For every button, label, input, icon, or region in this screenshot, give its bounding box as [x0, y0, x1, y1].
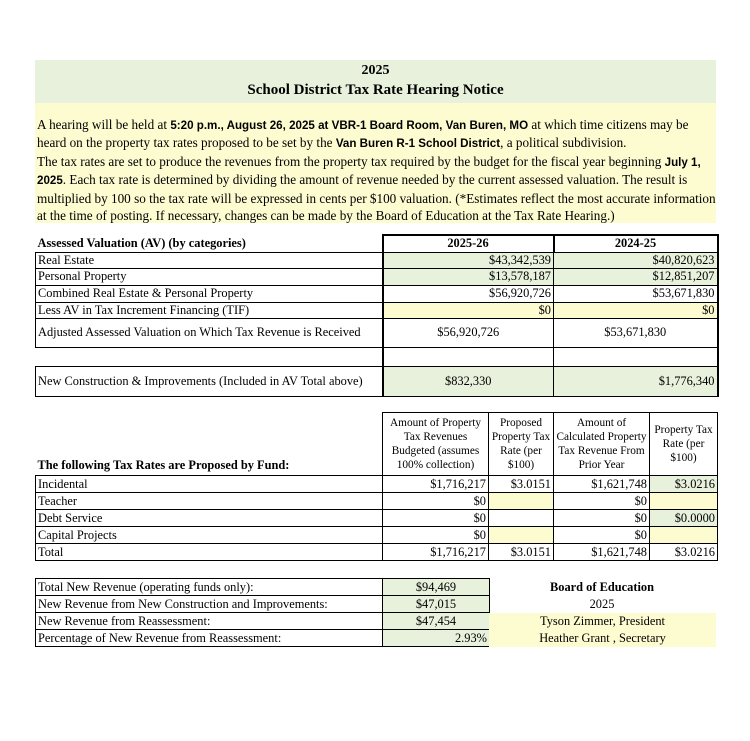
- board-title: Board of Education: [550, 580, 654, 594]
- table-row: Teacher $0 $0: [36, 493, 718, 510]
- board-president: Tyson Zimmer, President: [489, 613, 716, 630]
- table-row: Percentage of New Revenue from Reassessment: 2.93%: [36, 630, 490, 647]
- table-row: Combined Real Estate & Personal Property $56,920,726 $53,671,830: [36, 285, 718, 302]
- notice-title: School District Tax Rate Hearing Notice: [247, 82, 504, 98]
- av-heading: Assessed Valuation (AV) (by categories): [36, 235, 383, 252]
- board-secretary: Heather Grant , Secretary: [489, 630, 716, 647]
- table-row: Adjusted Assessed Valuation on Which Tax Revenue is Received $56,920,726 $53,671,830: [36, 318, 718, 347]
- table-row: Real Estate $43,342,539 $40,820,623: [36, 252, 718, 268]
- tax-rates-table: The following Tax Rates are Proposed by Fund: Amount of Property Tax Revenues Budgeted (assumes 100% collection) Proposed Property Tax Rate (per $100) Amount of Calculated Property Tax Revenue From Prior Year Property Tax Rate (per $100) Incidental $1,716,217 $3.0151 $1,621,748 $3.0216 Teacher $0 $0 Debt Service $0 $0 $0.0000 Capital Projects $0 $0 Total $1,716,217 $3.0151 $1,621,748 $3.0216: [35, 412, 718, 561]
- table-row: New Revenue from Reassessment: $47,454: [36, 613, 490, 630]
- board-year: 2025: [589, 597, 615, 611]
- table-row: New Construction & Improvements (Included in AV Total above) $832,330 $1,776,340: [36, 366, 718, 396]
- table-row: Total $1,716,217 $3.0151 $1,621,748 $3.0216: [36, 544, 718, 561]
- table-row: Incidental $1,716,217 $3.0151 $1,621,748 $3.0216: [36, 476, 718, 493]
- hearing-time-location: 5:20 p.m., August 26, 2025 at VBR-1 Board Room, Van Buren, MO: [170, 119, 529, 132]
- table-row: Debt Service $0 $0 $0.0000: [36, 510, 718, 527]
- table-row: New Revenue from New Construction and Improvements: $47,015: [36, 596, 490, 613]
- fiscal-year-start: July 1, 2025: [37, 155, 701, 188]
- assessed-valuation-table: [35, 234, 719, 397]
- table-row: Total New Revenue (operating funds only): $94,469: [36, 579, 490, 596]
- hearing-description: A hearing will be held at 5:20 p.m., August 26, 2025 at VBR-1 Board Room, Van Buren, MO at which time citizens may be heard on the property tax rates proposed to be set by the Van Buren R-1 School District, a political subdivision. The tax rates are set to produce the revenues from the property tax required by the budget for the fiscal year beginning July 1, 2025. Each tax rate is determined by dividing the amount of revenue needed by the current assessed valuation. The result is multiplied by 100 so the tax rate will be expressed in cents per $100 valuation. (*Estimates reflect the most accurate information at the time of posting. If necessary, changes can be made by the Board of Education at the Tax Rate Hearing.): [35, 103, 716, 223]
- rates-heading: The following Tax Rates are Proposed by Fund:: [37, 458, 290, 472]
- new-revenue-table: [35, 578, 490, 647]
- notice-year: 2025: [361, 63, 390, 78]
- av-col-2024: 2024-25: [554, 235, 718, 252]
- district-name: Van Buren R-1 School District: [335, 137, 501, 151]
- table-row: Less AV in Tax Increment Financing (TIF) $0 $0: [36, 302, 718, 318]
- notice-title-block: [35, 60, 716, 103]
- table-row: Capital Projects $0 $0: [36, 527, 718, 544]
- av-col-2025: 2025-26: [383, 235, 554, 252]
- table-row: Personal Property $13,578,187 $12,851,207: [36, 268, 718, 285]
